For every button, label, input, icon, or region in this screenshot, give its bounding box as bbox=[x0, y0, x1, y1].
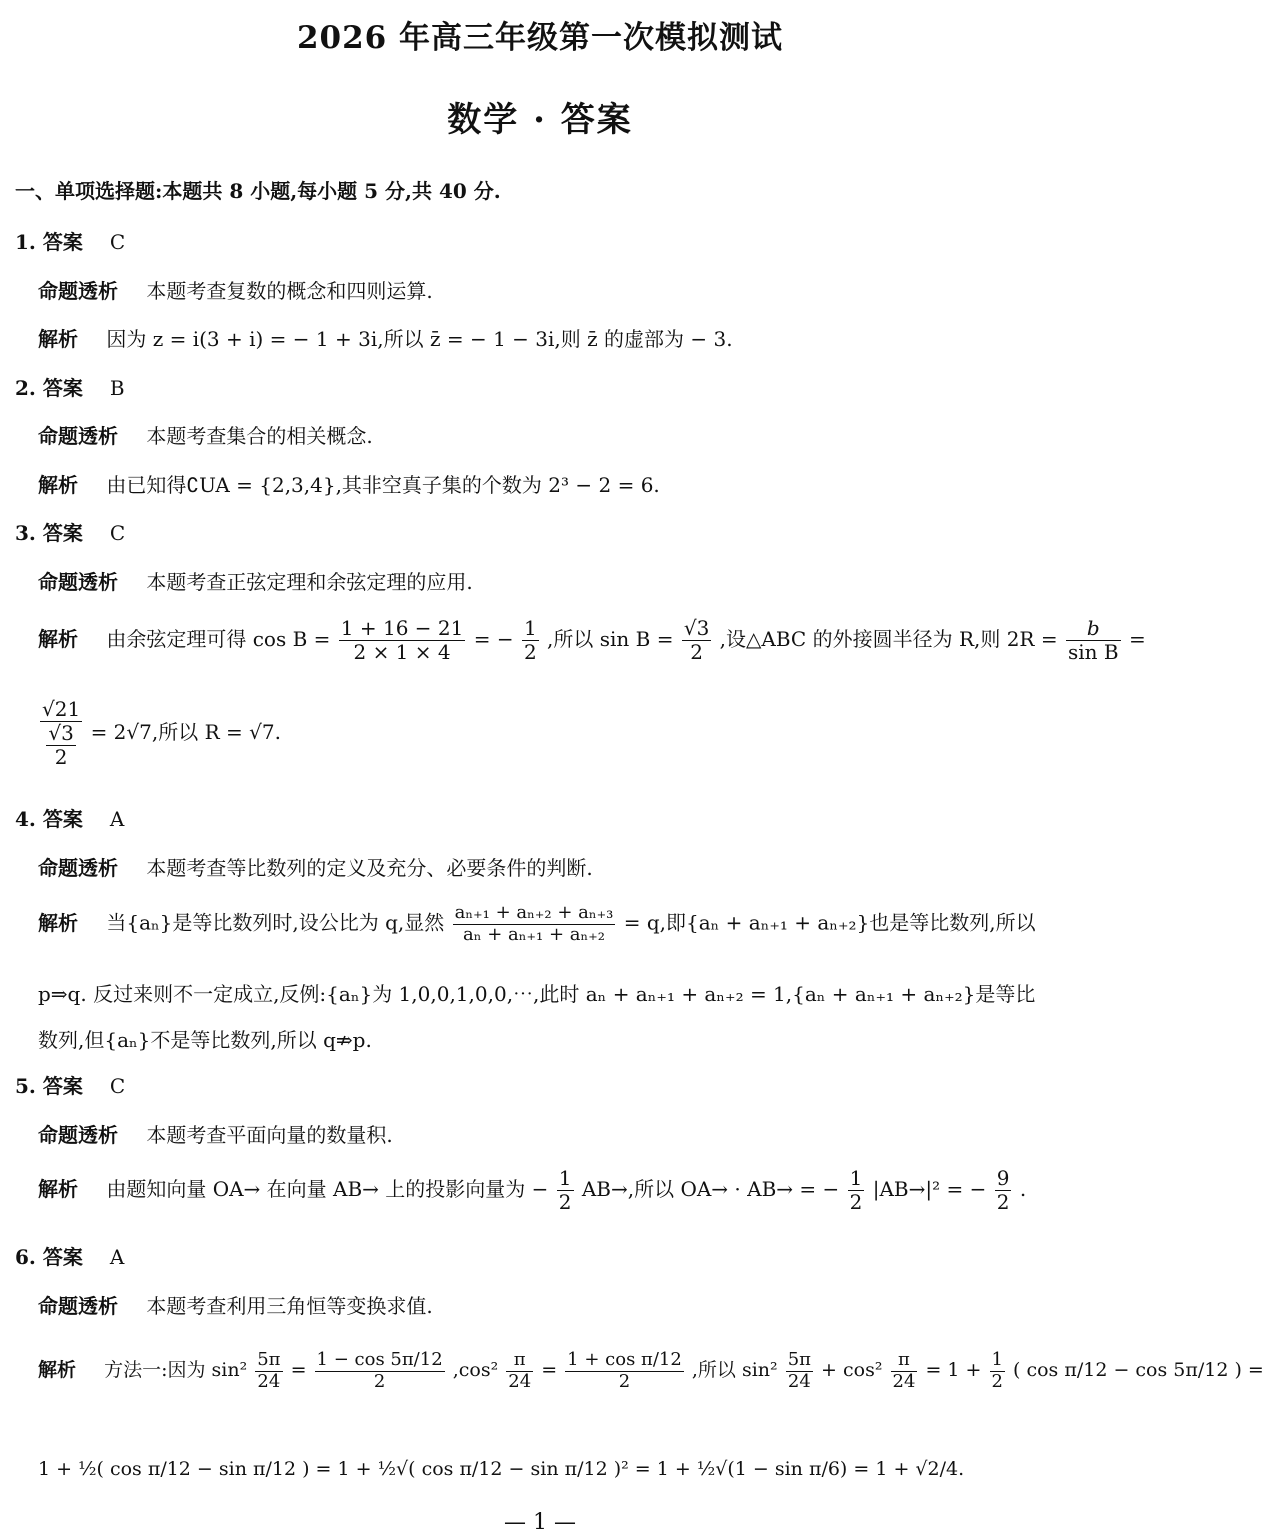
solution-text: 由已知得∁UA = {2,3,4},其非空真子集的个数为 2³ − 2 = 6. bbox=[106, 473, 660, 497]
fraction-denominator: 2 bbox=[991, 1370, 1003, 1392]
question-6-solution bbox=[38, 1350, 1264, 1392]
section-heading: 一、单项选择题:本题共 8 小题,每小题 5 分,共 40 分. bbox=[15, 179, 501, 203]
fraction-5pi-24-b bbox=[786, 1350, 813, 1392]
variable-b: b bbox=[1086, 616, 1100, 640]
analysis-label: 命题透析 bbox=[38, 1294, 118, 1318]
question-number: 2. bbox=[15, 376, 36, 400]
answer-label: 答案 bbox=[42, 230, 83, 254]
solution-text-d: ,设△ABC 的外接圆半径为 R,则 2R = bbox=[719, 627, 1058, 651]
question-6-analysis bbox=[38, 1290, 433, 1319]
solution-text-e: = 1 + bbox=[925, 1359, 982, 1382]
radicand: 21 bbox=[54, 697, 81, 721]
answer-value: B bbox=[109, 376, 125, 400]
solution-text-c: |AB→|² = − bbox=[872, 1177, 987, 1201]
solution-text-c: ,所以 sin² bbox=[691, 1359, 778, 1382]
solution-text-f: ( cos π/12 − cos 5π/12 ) = bbox=[1013, 1359, 1264, 1382]
fraction-nine-halves bbox=[995, 1167, 1012, 1214]
fraction-numerator: 9 bbox=[996, 1166, 1010, 1190]
fraction-numerator: 1 − cos 5π/12 bbox=[316, 1349, 443, 1370]
answer-label: 答案 bbox=[42, 807, 83, 831]
analysis-text: 本题考查等比数列的定义及充分、必要条件的判断. bbox=[146, 856, 593, 880]
analysis-text: 本题考查集合的相关概念. bbox=[146, 424, 373, 448]
answer-value: A bbox=[109, 807, 125, 831]
fraction-numerator: √3 bbox=[683, 616, 710, 640]
question-3-solution bbox=[38, 617, 1146, 664]
question-5-header bbox=[15, 1070, 125, 1099]
question-4-header bbox=[15, 803, 124, 832]
question-number: 4. bbox=[15, 807, 36, 831]
analysis-text: 本题考查复数的概念和四则运算. bbox=[146, 279, 433, 303]
page-number: — 1 — bbox=[504, 1510, 576, 1535]
question-2-header bbox=[15, 372, 125, 401]
fraction-half-angle-sin bbox=[315, 1350, 445, 1392]
question-number: 6. bbox=[15, 1245, 36, 1269]
solution-text: 因为 z = i(3 + i) = − 1 + 3i,所以 z̄ = − 1 − 3i,则 z̄ 的虚部为 − 3. bbox=[106, 327, 733, 351]
fraction-denominator bbox=[40, 722, 82, 769]
answer-label: 答案 bbox=[42, 1074, 83, 1098]
solution-text-d: . bbox=[1019, 1177, 1027, 1201]
question-1-solution bbox=[38, 323, 733, 352]
fraction-5pi-24 bbox=[255, 1350, 282, 1392]
analysis-label: 命题透析 bbox=[38, 570, 118, 594]
fraction-numerator: π bbox=[891, 1350, 918, 1372]
answer-value: C bbox=[109, 1074, 126, 1098]
fraction-numerator: 1 bbox=[991, 1349, 1003, 1370]
solution-text-c: ,所以 sin B = bbox=[547, 627, 674, 651]
question-number: 1. bbox=[15, 230, 36, 254]
fraction-denominator: 2 × 1 × 4 bbox=[353, 640, 451, 664]
fraction-denominator: 2 bbox=[690, 640, 703, 664]
fraction-numerator: 1 + 16 − 21 bbox=[340, 616, 464, 640]
fraction-numerator: √3 bbox=[48, 721, 74, 745]
fraction-denominator: aₙ + aₙ₊₁ + aₙ₊₂ bbox=[462, 923, 606, 945]
question-3-analysis bbox=[38, 566, 473, 595]
analysis-label: 命题透析 bbox=[38, 424, 118, 448]
fraction-denominator: 24 bbox=[787, 1370, 811, 1392]
solution-text-d: + cos² bbox=[821, 1359, 883, 1382]
fraction-denominator: 2 bbox=[996, 1190, 1010, 1214]
question-2-solution bbox=[38, 469, 660, 498]
question-number: 3. bbox=[15, 521, 36, 545]
fraction-half-2 bbox=[848, 1167, 865, 1214]
analysis-text: 本题考查利用三角恒等变换求值. bbox=[146, 1294, 433, 1318]
question-4-analysis bbox=[38, 852, 593, 881]
fraction-denominator: 24 bbox=[257, 1370, 281, 1392]
fraction-numerator: 1 + cos π/12 bbox=[567, 1349, 682, 1370]
fraction-pi-24 bbox=[506, 1350, 533, 1392]
question-6-header bbox=[15, 1241, 124, 1270]
solution-text-b: = q,即{aₙ + aₙ₊₁ + aₙ₊₂}也是等比数列,所以 bbox=[623, 910, 1036, 935]
question-4-solution-line-3: 数列,但{aₙ}不是等比数列,所以 q⇏p. bbox=[38, 1028, 372, 1052]
analysis-label: 命题透析 bbox=[38, 856, 118, 880]
question-5-analysis bbox=[38, 1119, 393, 1148]
fraction-denominator: 2 bbox=[373, 1370, 386, 1392]
compound-fraction bbox=[40, 698, 82, 769]
analysis-label: 命题透析 bbox=[38, 279, 118, 303]
answer-value: C bbox=[109, 230, 126, 254]
equals-sign: = bbox=[290, 1359, 307, 1382]
fraction-cos-b bbox=[339, 617, 466, 664]
fraction-b-over-sinb bbox=[1066, 617, 1121, 664]
fraction-numerator: 1 bbox=[849, 1166, 863, 1190]
question-2-analysis bbox=[38, 420, 373, 449]
solution-label: 解析 bbox=[38, 1177, 78, 1201]
fraction-numerator: √21 bbox=[42, 697, 81, 721]
solution-label: 解析 bbox=[38, 473, 78, 497]
question-5-solution bbox=[38, 1167, 1026, 1214]
solution-text-rest: = 2√7,所以 R = √7. bbox=[90, 720, 281, 744]
fraction-half bbox=[557, 1167, 574, 1214]
fraction-numerator bbox=[1066, 617, 1121, 641]
analysis-text: 本题考查正弦定理和余弦定理的应用. bbox=[146, 570, 473, 594]
answer-label: 答案 bbox=[42, 1245, 83, 1269]
fraction-numerator: aₙ₊₁ + aₙ₊₂ + aₙ₊₃ bbox=[454, 902, 614, 923]
fraction-denominator: 2 bbox=[618, 1370, 631, 1392]
radicand: 3 bbox=[696, 616, 710, 640]
fraction-half-angle-cos bbox=[565, 1350, 684, 1392]
solution-label: 解析 bbox=[38, 327, 78, 351]
fraction-denominator: 2 bbox=[523, 640, 537, 664]
question-6-solution-line-2: 1 + ½( cos π/12 − sin π/12 ) = 1 + ½√( cos π/12 − sin π/12 )² = 1 + ½√(1 − sin π/6) = 1 + √2/4. bbox=[38, 1458, 965, 1480]
solution-text-a: 方法一:因为 sin² bbox=[104, 1359, 248, 1382]
equals-sign: = bbox=[541, 1359, 558, 1382]
solution-label: 解析 bbox=[38, 1359, 77, 1382]
answer-label: 答案 bbox=[42, 521, 83, 545]
exam-title: 2026 年高三年级第一次模拟测试 bbox=[296, 20, 784, 56]
fraction-numerator: 5π bbox=[257, 1349, 281, 1370]
fraction-denominator: 24 bbox=[892, 1370, 916, 1392]
question-4-solution-line-2: p⇒q. 反过来则不一定成立,反例:{aₙ}为 1,0,0,1,0,0,⋯,此时 aₙ + aₙ₊₁ + aₙ₊₂ = 1,{aₙ + aₙ₊₁ + aₙ₊₂}是等比 bbox=[38, 982, 1036, 1006]
fraction-numerator: 5π bbox=[787, 1349, 811, 1370]
exam-subtitle: 数学 · 答案 bbox=[447, 100, 633, 140]
solution-text-b: ,cos² bbox=[452, 1359, 499, 1382]
answer-label: 答案 bbox=[42, 376, 83, 400]
solution-label: 解析 bbox=[38, 910, 78, 935]
solution-text-a: 由余弦定理可得 cos B = bbox=[106, 627, 331, 651]
analysis-text: 本题考查平面向量的数量积. bbox=[146, 1123, 393, 1147]
fraction-numerator: 1 bbox=[558, 1166, 572, 1190]
inner-fraction bbox=[46, 722, 75, 769]
question-number: 5. bbox=[15, 1074, 36, 1098]
fraction-denominator: sin B bbox=[1067, 640, 1119, 664]
analysis-label: 命题透析 bbox=[38, 1123, 118, 1147]
fraction-sqrt3-over-2 bbox=[682, 617, 711, 664]
solution-text-b: AB→,所以 OA→ · AB→ = − bbox=[581, 1177, 840, 1201]
fraction-numerator: 1 bbox=[523, 616, 537, 640]
fraction-denominator: 2 bbox=[558, 1190, 572, 1214]
solution-text-b: = − bbox=[473, 627, 514, 651]
fraction-pi-24-b bbox=[891, 1350, 918, 1392]
question-3-solution-continued bbox=[38, 698, 281, 769]
answer-value: A bbox=[109, 1245, 125, 1269]
fraction-numerator: π bbox=[506, 1350, 533, 1372]
solution-text-e: = bbox=[1128, 627, 1146, 651]
fraction-denominator: 2 bbox=[54, 745, 68, 769]
fraction-ratio bbox=[453, 903, 616, 945]
solution-text-a: 由题知向量 OA→ 在向量 AB→ 上的投影向量为 − bbox=[106, 1177, 549, 1201]
fraction-denominator: 24 bbox=[508, 1370, 532, 1392]
question-1-header bbox=[15, 226, 125, 255]
question-1-analysis bbox=[38, 275, 433, 304]
fraction-denominator: 2 bbox=[849, 1190, 863, 1214]
fraction-half bbox=[990, 1350, 1005, 1392]
radicand: 3 bbox=[61, 721, 74, 745]
answer-value: C bbox=[109, 521, 126, 545]
solution-text-a: 当{aₙ}是等比数列时,设公比为 q,显然 bbox=[106, 910, 445, 935]
question-4-solution bbox=[38, 903, 1036, 945]
solution-label: 解析 bbox=[38, 627, 78, 651]
question-3-header bbox=[15, 517, 125, 546]
fraction-half bbox=[522, 617, 539, 664]
